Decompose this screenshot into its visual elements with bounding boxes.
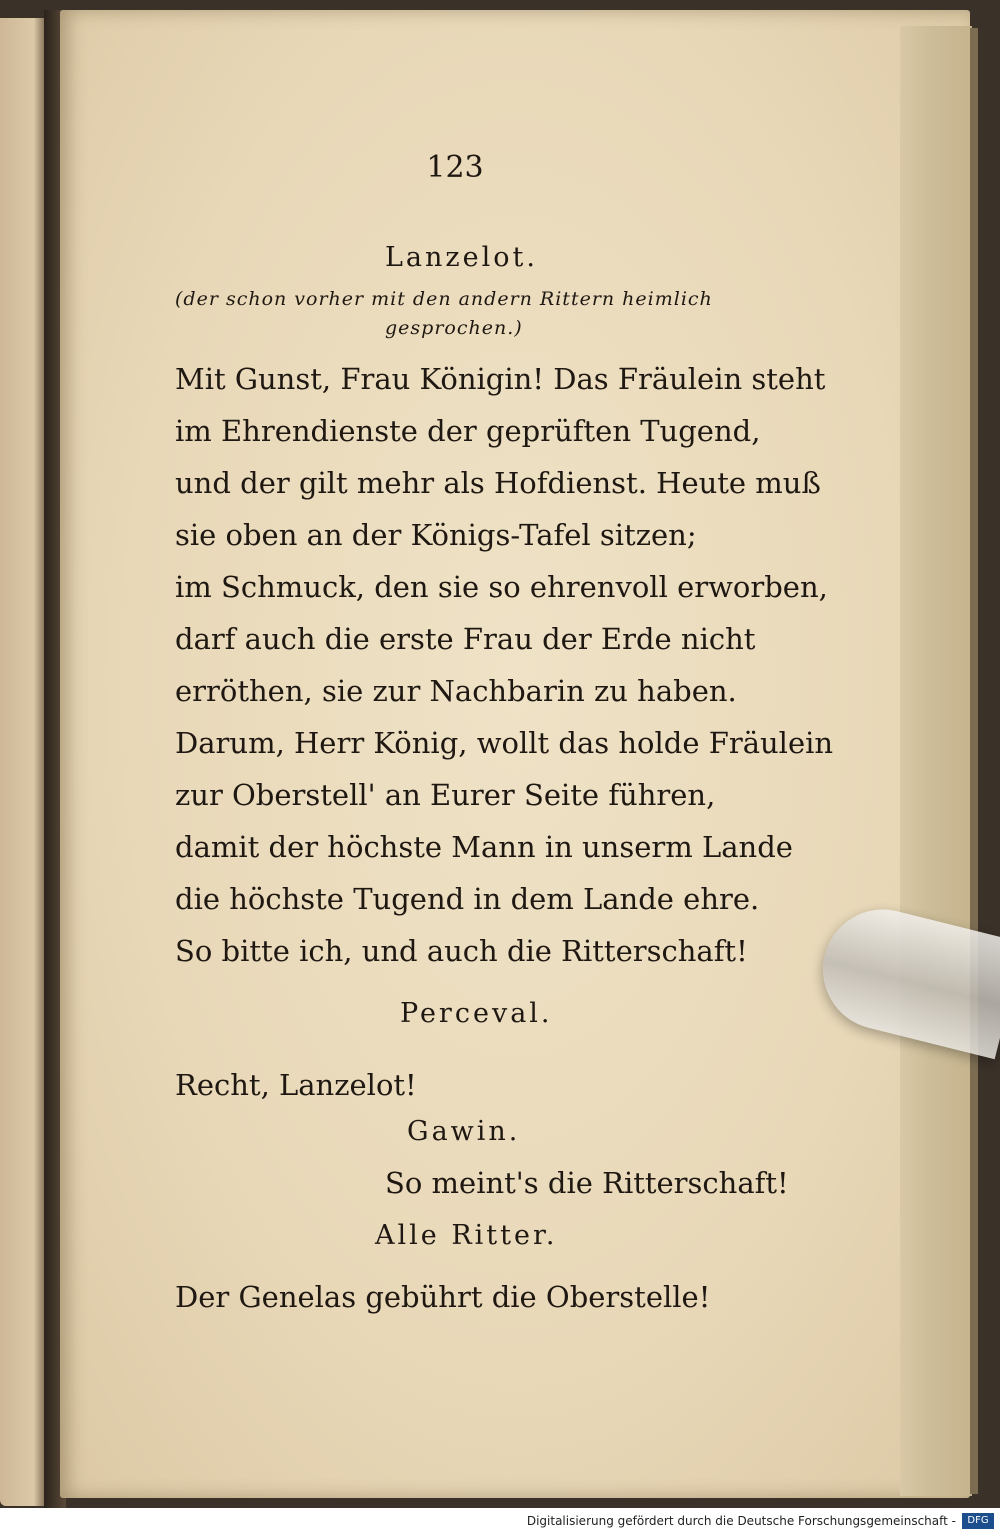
speech-line: erröthen, sie zur Nachbarin zu haben. <box>175 674 737 708</box>
speech-line: damit der höchste Mann in unserm Lande <box>175 830 793 864</box>
speech-line: im Schmuck, den sie so ehrenvoll erworben, <box>175 570 828 604</box>
speech-line: Recht, Lanzelot! <box>175 1068 417 1102</box>
speaker-perceval: Perceval. <box>400 998 553 1029</box>
speech-line: So meint's die Ritterschaft! <box>385 1166 789 1200</box>
speech-line: Mit Gunst, Frau Königin! Das Fräulein steht <box>175 362 826 396</box>
speech-line: und der gilt mehr als Hofdienst. Heute muß <box>175 466 821 500</box>
left-page-edge <box>0 18 48 1506</box>
page-edge-shadow <box>970 28 978 1494</box>
speech-line: die höchste Tugend in dem Lande ehre. <box>175 882 760 916</box>
speech-line: im Ehrendienste der geprüften Tugend, <box>175 414 761 448</box>
speech-line: So bitte ich, und auch die Ritterschaft! <box>175 934 748 968</box>
page-number: 123 <box>426 150 484 185</box>
speaker-alle-ritter: Alle Ritter. <box>375 1220 558 1251</box>
speech-line: Darum, Herr König, wollt das holde Fräulein <box>175 726 834 760</box>
dfg-logo-icon: DFG <box>962 1513 994 1529</box>
footer-bar <box>0 1508 1000 1537</box>
speech-line: sie oben an der Königs-Tafel sitzen; <box>175 518 697 552</box>
stage-direction-line-2: gesprochen.) <box>385 317 523 339</box>
speech-line: Der Genelas gebührt die Oberstelle! <box>175 1280 711 1314</box>
stage-direction-line-1: (der schon vorher mit den andern Rittern heimlich <box>175 288 713 310</box>
footer-credit: Digitalisierung gefördert durch die Deutsche Forschungsgemeinschaft - <box>526 1514 956 1528</box>
speech-line: darf auch die erste Frau der Erde nicht <box>175 622 756 656</box>
speaker-lanzelot: Lanzelot. <box>385 242 538 273</box>
speech-line: zur Oberstell' an Eurer Seite führen, <box>175 778 716 812</box>
page-edge <box>900 26 972 1496</box>
speaker-gawin: Gawin. <box>407 1116 521 1147</box>
